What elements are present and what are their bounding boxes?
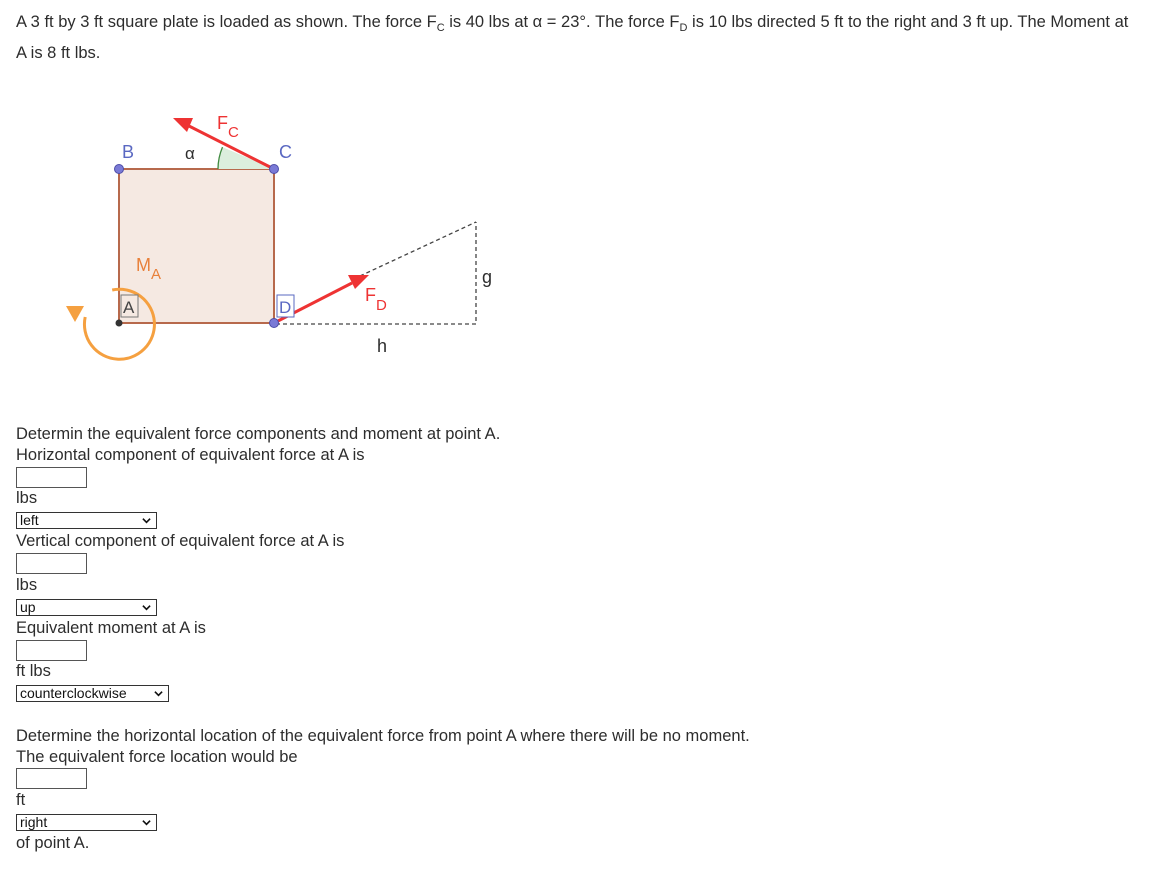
unit-lbs-1: lbs (16, 489, 38, 507)
horizontal-component-input[interactable] (16, 467, 87, 488)
location-direction-select[interactable] (16, 814, 157, 831)
vertical-direction-value: up (20, 599, 36, 615)
intro-sub-d: D (679, 22, 688, 34)
intro-text-3: is 10 lbs directed 5 ft to the right and 3 ft up. The Moment at A is 8 ft lbs. (16, 13, 1129, 62)
location-direction-value: right (20, 814, 48, 830)
moment-direction-select[interactable] (16, 685, 169, 702)
point-a (116, 320, 123, 327)
q3-prompt: Equivalent moment at A is (16, 619, 206, 637)
location-input[interactable] (16, 768, 87, 789)
q4-prompt: The equivalent force location would be (16, 748, 298, 766)
square-plate (119, 169, 274, 323)
label-fc (217, 113, 239, 141)
label-a: A (123, 298, 135, 317)
chevron-down-icon (142, 516, 151, 525)
intro-text-1: A 3 ft by 3 ft square plate is loaded as shown. The force F (16, 13, 437, 31)
label-fc-sub: C (228, 124, 239, 141)
vertical-direction-select[interactable] (16, 599, 157, 616)
moment-input[interactable] (16, 640, 87, 661)
chevron-down-icon (142, 603, 151, 612)
location-tail: of point A. (16, 834, 90, 852)
point-c (270, 165, 279, 174)
vertical-component-input[interactable] (16, 553, 87, 574)
label-b: B (122, 142, 135, 162)
unit-ft: ft (16, 791, 26, 809)
force-fc-arrowhead (173, 118, 193, 132)
label-alpha: α (185, 144, 195, 163)
point-b (115, 165, 124, 174)
label-fc-main: F (217, 113, 228, 133)
label-fd (365, 285, 387, 314)
q4-heading: Determine the horizontal location of the equivalent force from point A where there will be no moment. (16, 727, 750, 745)
label-ma-sub: A (151, 266, 162, 283)
label-ma-main: M (136, 255, 151, 275)
moment-arrowhead (66, 306, 84, 322)
intro-text-2: is 40 lbs at α = 23°. The force F (444, 13, 680, 31)
horizontal-direction-value: left (20, 512, 39, 528)
unit-ftlbs: ft lbs (16, 662, 51, 680)
chevron-down-icon (142, 818, 151, 827)
label-d: D (279, 298, 292, 317)
plate-diagram (0, 0, 520, 400)
q2-prompt: Vertical component of equivalent force at A is (16, 532, 345, 550)
horizontal-direction-select[interactable] (16, 512, 157, 529)
q1-prompt: Horizontal component of equivalent force at A is (16, 446, 365, 464)
fd-line-of-action (360, 222, 476, 276)
intro-sub-c: C (436, 22, 445, 34)
label-fd-sub: D (376, 297, 387, 314)
chevron-down-icon (154, 689, 163, 698)
label-h: h (377, 336, 388, 356)
label-g: g (482, 267, 493, 287)
moment-direction-value: counterclockwise (20, 685, 127, 701)
q1-heading: Determin the equivalent force components and moment at point A. (16, 425, 501, 443)
unit-lbs-2: lbs (16, 576, 38, 594)
label-fd-main: F (365, 285, 376, 305)
point-d (270, 319, 279, 328)
label-c: C (279, 142, 292, 162)
